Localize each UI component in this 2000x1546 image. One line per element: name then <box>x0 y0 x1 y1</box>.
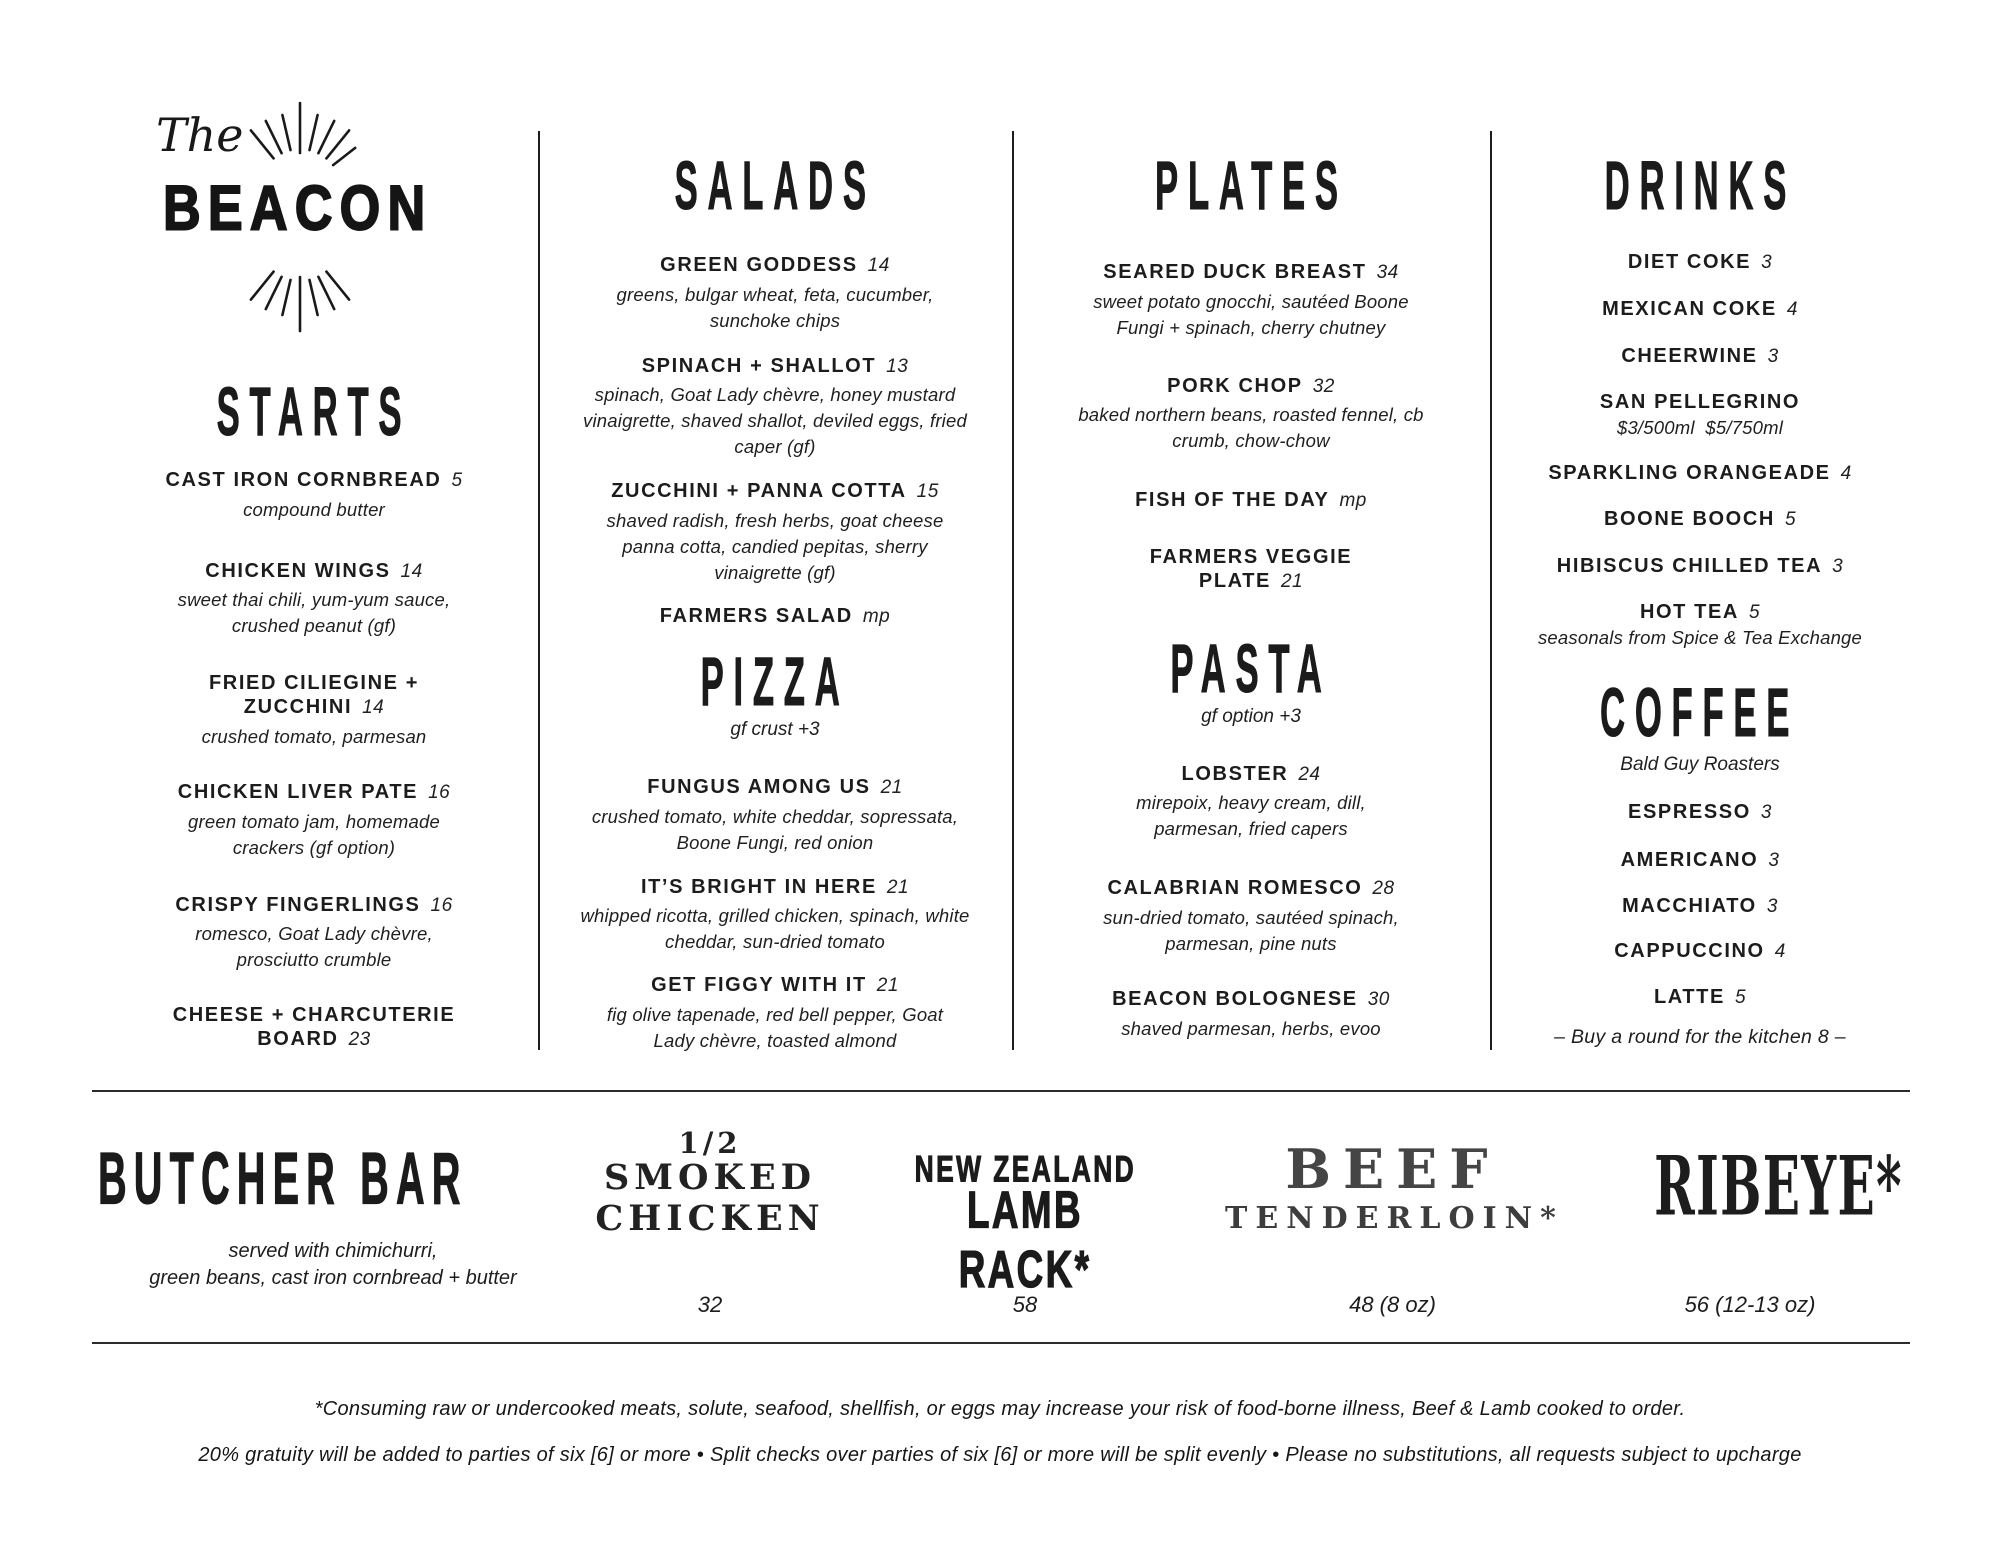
menu-item <box>1014 876 1488 957</box>
column-starts <box>90 0 538 1052</box>
menu-item <box>90 559 538 640</box>
item-name: SAN PELLEGRINO <box>1599 391 1801 414</box>
section-subtitle: gf crust +3 <box>730 719 820 741</box>
item-price: 21 <box>1280 570 1304 592</box>
item-price: 30 <box>1367 988 1390 1010</box>
butcher-bar-header <box>98 1136 568 1292</box>
disclaimer-line: *Consuming raw or undercooked meats, solute, seafood, shellfish, or eggs may increase your risk of food-borne illness, Beef & Lamb cooked to order. <box>314 1398 1686 1420</box>
item-price: 3 <box>1768 849 1780 871</box>
coffee-note: – Buy a round for the kitchen 8 – <box>1554 1026 1846 1049</box>
menu-item <box>1492 554 1908 579</box>
item-name: FARMERS SALAD <box>659 604 853 627</box>
item-name: 1/2 <box>678 1126 742 1160</box>
item-name: FISH OF THE DAY <box>1135 489 1330 512</box>
item-price: 15 <box>916 481 939 503</box>
section-title: STARTS <box>216 372 412 450</box>
item-description: crushed tomato, white cheddar, sopressata, Boone Fungi, red onion <box>591 805 959 853</box>
item-price: 14 <box>362 697 385 719</box>
item-price: 16 <box>430 894 453 916</box>
section-title: COFFEE <box>1600 674 1800 752</box>
butcher-item <box>880 1147 1170 1318</box>
item-name: HOT TEA <box>1639 600 1739 623</box>
item-description: sun-dried tomato, sautéed spinach, parmesan, pine nuts <box>1103 906 1399 954</box>
item-name: ESPRESSO <box>1628 801 1751 824</box>
menu-item <box>540 875 1010 956</box>
item-price: 34 <box>1376 262 1399 283</box>
item-price: 3 <box>1760 802 1772 824</box>
section-title: DRINKS <box>1604 146 1796 224</box>
butcher-desc-line: served with chimichurri, <box>228 1240 438 1262</box>
menu-item <box>1492 800 1908 825</box>
item-price: 14 <box>867 255 890 276</box>
item-price: 21 <box>876 975 899 997</box>
item-name: CHEESE + CHARCUTERIE BOARD <box>172 1004 456 1051</box>
item-price: mp <box>862 605 891 627</box>
butcher-item <box>1225 1137 1564 1318</box>
item-price: 3 <box>1767 345 1779 367</box>
menu-item <box>90 1003 538 1052</box>
item-name: CHICKEN WINGS <box>205 559 391 582</box>
menu-item <box>540 479 1010 585</box>
item-description: fig olive tapenade, red bell pepper, Goat Lady chèvre, toasted almond <box>606 1004 944 1051</box>
sunburst-top-icon <box>238 96 362 176</box>
menu-item <box>1492 461 1908 486</box>
item-name: CRISPY FINGERLINGS <box>175 893 421 916</box>
item-name: FUNGUS AMONG US <box>647 776 871 799</box>
item-price: 23 <box>348 1029 371 1051</box>
item-price: 48 (8 oz) <box>1349 1292 1436 1317</box>
logo-script-word: The <box>156 108 244 162</box>
item-name: CHICKEN <box>595 1197 825 1239</box>
menu-item <box>1014 762 1488 843</box>
item-price: 21 <box>880 777 903 799</box>
item-name: DIET COKE <box>1627 251 1752 273</box>
menu-item <box>90 468 538 523</box>
item-name: FRIED CILIEGINE + ZUCCHINI <box>208 672 419 719</box>
item-description: spinach, Goat Lady chèvre, honey mustard vinaigrette, shaved shallot, deviled eggs, fried caper (gf) <box>583 384 967 458</box>
item-name: BEACON BOLOGNESE <box>1112 987 1358 1010</box>
section-subtitle: Bald Guy Roasters <box>1620 754 1780 776</box>
section-heading <box>1014 146 1488 224</box>
item-price: 3 <box>1761 252 1773 273</box>
menu-item <box>90 893 538 974</box>
item-price: 32 <box>1312 375 1335 397</box>
item-name: AMERICANO <box>1620 848 1759 871</box>
menu-item <box>540 604 1010 629</box>
item-name: CHEERWINE <box>1621 344 1758 367</box>
menu-item <box>1492 344 1908 369</box>
section-title: PIZZA <box>700 643 850 721</box>
menu-item <box>540 973 1010 1054</box>
menu-item <box>1014 260 1488 341</box>
item-name: SPARKLING ORANGEADE <box>1548 462 1831 485</box>
butcher-item <box>1590 1139 1910 1318</box>
item-price: 58 <box>1012 1292 1038 1317</box>
item-price: mp <box>1339 490 1367 512</box>
item-name: BOONE BOOCH <box>1603 508 1775 531</box>
footer-disclaimer <box>0 1396 2000 1468</box>
item-price: 4 <box>1774 940 1786 962</box>
item-description: sweet potato gnocchi, sautéed Boone Fungi + spinach, cherry chutney <box>1093 290 1409 338</box>
menu-item <box>90 780 538 861</box>
item-name: GET FIGGY WITH IT <box>651 974 867 997</box>
item-name: SMOKED <box>604 1157 816 1199</box>
section-title: PASTA <box>1170 629 1332 707</box>
item-price: 28 <box>1372 878 1395 900</box>
item-description: mirepoix, heavy cream, dill, parmesan, fried capers <box>1136 792 1366 840</box>
item-name: LOBSTER <box>1181 762 1289 785</box>
item-description: romesco, Goat Lady chèvre, prosciutto crumble <box>195 923 433 971</box>
section-heading <box>90 372 538 450</box>
item-price: 16 <box>428 781 451 803</box>
item-name: BEEF <box>1285 1137 1500 1201</box>
logo-name: BEACON <box>163 173 433 244</box>
section-heading <box>1492 674 1908 752</box>
item-price: 21 <box>886 876 910 898</box>
logo-wordmark <box>74 173 522 244</box>
menu-item <box>540 253 1010 334</box>
section-heading <box>1014 629 1488 707</box>
item-price: 56 (12-13 oz) <box>1684 1292 1816 1317</box>
section-subtitle: gf option +3 <box>1201 705 1301 727</box>
section-heading <box>1492 146 1908 224</box>
menu-item <box>1492 848 1908 873</box>
item-name: CALABRIAN ROMESCO <box>1107 877 1363 900</box>
butcher-item <box>580 1128 840 1318</box>
menu-item <box>1492 985 1908 1010</box>
item-name: SPINACH + SHALLOT <box>641 354 877 377</box>
item-name: MEXICAN COKE <box>1602 297 1777 320</box>
item-description: shaved radish, fresh herbs, goat cheese panna cotta, candied pepitas, sherry vinaigrette (gf) <box>606 509 944 583</box>
menu-item <box>1492 939 1908 964</box>
item-price: 3 <box>1766 895 1778 917</box>
restaurant-logo <box>90 86 538 338</box>
item-name: CAPPUCCINO <box>1614 939 1765 962</box>
item-name: LATTE <box>1653 986 1725 1009</box>
menu-item <box>1492 507 1908 532</box>
section-title: PLATES <box>1154 146 1348 224</box>
sunburst-bottom-icon <box>238 254 362 334</box>
item-name: IT’S BRIGHT IN HERE <box>640 875 877 898</box>
item-description: $3/500ml $5/750ml <box>1616 417 1784 439</box>
menu-item <box>1492 390 1908 441</box>
item-description: shaved parmesan, herbs, evoo <box>1121 1017 1381 1039</box>
item-price: 14 <box>400 560 423 582</box>
item-name: FARMERS VEGGIE PLATE <box>1149 545 1353 592</box>
item-name: PORK CHOP <box>1167 374 1303 397</box>
item-name: ZUCCHINI + PANNA COTTA <box>611 480 907 503</box>
menu-item <box>1014 488 1488 513</box>
item-price: 4 <box>1786 298 1798 320</box>
item-price: 5 <box>1734 987 1747 1009</box>
horizontal-rule <box>92 1342 1910 1344</box>
item-description: compound butter <box>243 498 385 520</box>
item-price: 24 <box>1298 763 1321 785</box>
menu-item <box>1492 297 1908 322</box>
item-name: LAMB RACK* <box>958 1180 1092 1299</box>
menu-item <box>90 671 538 750</box>
menu-item <box>540 354 1010 460</box>
item-price: 5 <box>1748 601 1761 623</box>
item-name: NEW ZEALAND <box>914 1147 1136 1190</box>
menu-item <box>1014 545 1488 594</box>
butcher-bar-title: BUTCHER BAR <box>98 1136 468 1220</box>
item-price: 5 <box>1784 509 1797 531</box>
menu-item <box>1492 600 1908 652</box>
item-description: crushed tomato, parmesan <box>201 726 427 748</box>
section-heading <box>540 146 1010 224</box>
disclaimer-line: 20% gratuity will be added to parties of six [6] or more • Split checks over parties of six [6] or more will be split evenly • Please no substitutions, all requests subject to upcharge <box>198 1444 1802 1466</box>
item-name: CHICKEN LIVER PATE <box>177 780 419 803</box>
column-plates-pasta <box>1014 0 1488 1041</box>
item-description: seasonals from Spice & Tea Exchange <box>1537 627 1863 649</box>
menu-item <box>1492 894 1908 919</box>
item-description: whipped ricotta, grilled chicken, spinach, white cheddar, sun-dried tomato <box>580 905 970 953</box>
butcher-bar-description <box>98 1238 568 1292</box>
item-name: CAST IRON CORNBREAD <box>165 469 442 491</box>
item-description: green tomato jam, homemade crackers (gf option) <box>188 810 440 858</box>
item-name: SEARED DUCK BREAST <box>1103 261 1367 283</box>
item-description: baked northern beans, roasted fennel, cb crumb, chow-chow <box>1078 404 1424 452</box>
item-name: HIBISCUS CHILLED TEA <box>1556 554 1823 577</box>
item-name: RIBEYE* <box>1654 1139 1903 1235</box>
item-description: greens, bulgar wheat, feta, cucumber, sunchoke chips <box>616 283 934 331</box>
item-price: 4 <box>1840 463 1852 485</box>
section-title: SALADS <box>674 146 876 224</box>
menu-item <box>1014 374 1488 455</box>
item-name: GREEN GODDESS <box>660 254 858 276</box>
column-salads-pizza <box>540 0 1010 1054</box>
item-name: TENDERLOIN* <box>1225 1201 1564 1236</box>
section-heading <box>540 643 1010 721</box>
item-price: 3 <box>1832 555 1844 577</box>
butcher-desc-line: green beans, cast iron cornbread + butter <box>149 1267 517 1289</box>
column-drinks-coffee <box>1492 0 1908 1049</box>
item-price: 5 <box>451 470 463 491</box>
item-price: 13 <box>886 355 909 377</box>
item-description: sweet thai chili, yum-yum sauce, crushed peanut (gf) <box>177 589 451 637</box>
menu-item <box>540 775 1010 856</box>
horizontal-rule <box>92 1090 1910 1092</box>
item-name: MACCHIATO <box>1622 894 1757 917</box>
menu-item <box>1492 250 1908 275</box>
menu-item <box>1014 987 1488 1042</box>
item-price: 32 <box>697 1292 723 1317</box>
